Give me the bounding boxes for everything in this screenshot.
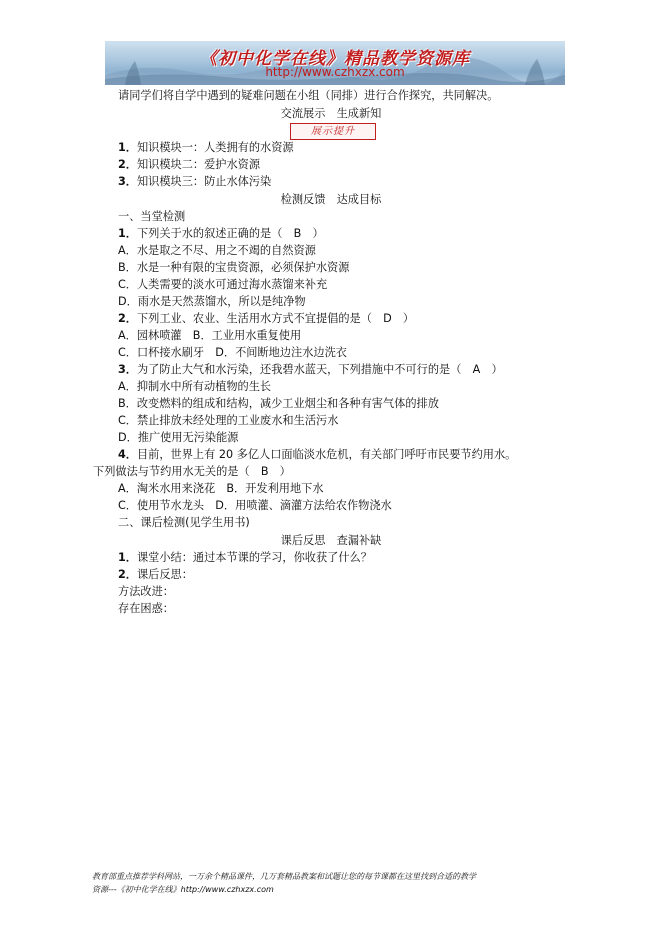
module-item: 2．知识模块二：爱护水资源 — [118, 158, 261, 171]
option: B．水是一种有限的宝贵资源，必须保护水资源 — [118, 261, 350, 274]
footer-note — [92, 870, 592, 896]
reflect-item: 1．课堂小结：通过本节课的学习，你收获了什么？ — [118, 551, 372, 564]
banner-url[interactable]: http://www.czhxzx.com — [265, 65, 405, 79]
option: C．人类需要的淡水可通过海水蒸馏来补充 — [118, 278, 328, 291]
intro-text: 请同学们将自学中遇到的疑难问题在小组（同排）进行合作探究，共同解决。 — [118, 89, 499, 102]
option: B．改变燃料的组成和结构，减少工业烟尘和各种有害气体的排放 — [118, 397, 439, 410]
question-stem: 3．为了防止大气和水污染，还我碧水蓝天，下列措施中不可行的是（ A ） — [118, 363, 503, 376]
question-stem: 4．目前，世界上有 20 多亿人口面临淡水危机，有关部门呼吁市民要节约用水。 — [118, 448, 517, 461]
question-stem: 1．下列关于水的叙述正确的是（ B ） — [118, 227, 324, 240]
module-item: 3．知识模块三：防止水体污染 — [118, 175, 272, 188]
option: C．使用节水龙头 D．用喷灌、滴灌方法给农作物浇水 — [118, 499, 392, 512]
footer-line: 教育部重点推荐学科网站，一万余个精品课件，几万套精品教案和试题让您的每节课都在这里找到合适的教学 — [92, 872, 476, 881]
reflect-item: 2．课后反思： — [118, 568, 193, 581]
question-stem: 2．下列工业、农业、生活用水方式不宜提倡的是（ D ） — [118, 312, 415, 325]
stamp-label: 展示提升 — [290, 123, 376, 140]
option: A．淘米水用来浇花 B．开发利用地下水 — [118, 482, 324, 495]
method-label: 方法改进： — [118, 585, 174, 598]
confusion-label: 存在困惑： — [118, 602, 174, 615]
option: A．水是取之不尽、用之不竭的自然资源 — [118, 244, 316, 257]
part-title: 二、课后检测(见学生用书) — [118, 516, 250, 529]
part-title: 一、当堂检测 — [118, 210, 186, 223]
section-heading-exchange: 交流展示 生成新知 — [280, 107, 382, 120]
footer-line[interactable]: 资源---《初中化学在线》http://www.czhxzx.com — [92, 885, 274, 894]
section-heading-reflect: 课后反思 查漏补缺 — [280, 534, 382, 547]
section-heading-feedback: 检测反馈 达成目标 — [280, 193, 382, 206]
option: C．禁止排放未经处理的工业废水和生活污水 — [118, 414, 339, 427]
option: D．雨水是天然蒸馏水，所以是纯净物 — [118, 295, 306, 308]
option: C．口杯接水刷牙 D．不间断地边注水边洗衣 — [118, 346, 347, 359]
option: D．推广使用无污染能源 — [118, 431, 239, 444]
option: A．抑制水中所有动植物的生长 — [118, 380, 272, 393]
module-item: 1．知识模块一：人类拥有的水资源 — [118, 141, 294, 154]
option: A．园林喷灌 B．工业用水重复使用 — [118, 329, 302, 342]
banner-title: 《初中化学在线》精品教学资源库 — [200, 49, 470, 69]
header-banner — [105, 41, 565, 85]
question-stem-continued: 下列做法与节约用水无关的是（ B ） — [93, 465, 291, 478]
